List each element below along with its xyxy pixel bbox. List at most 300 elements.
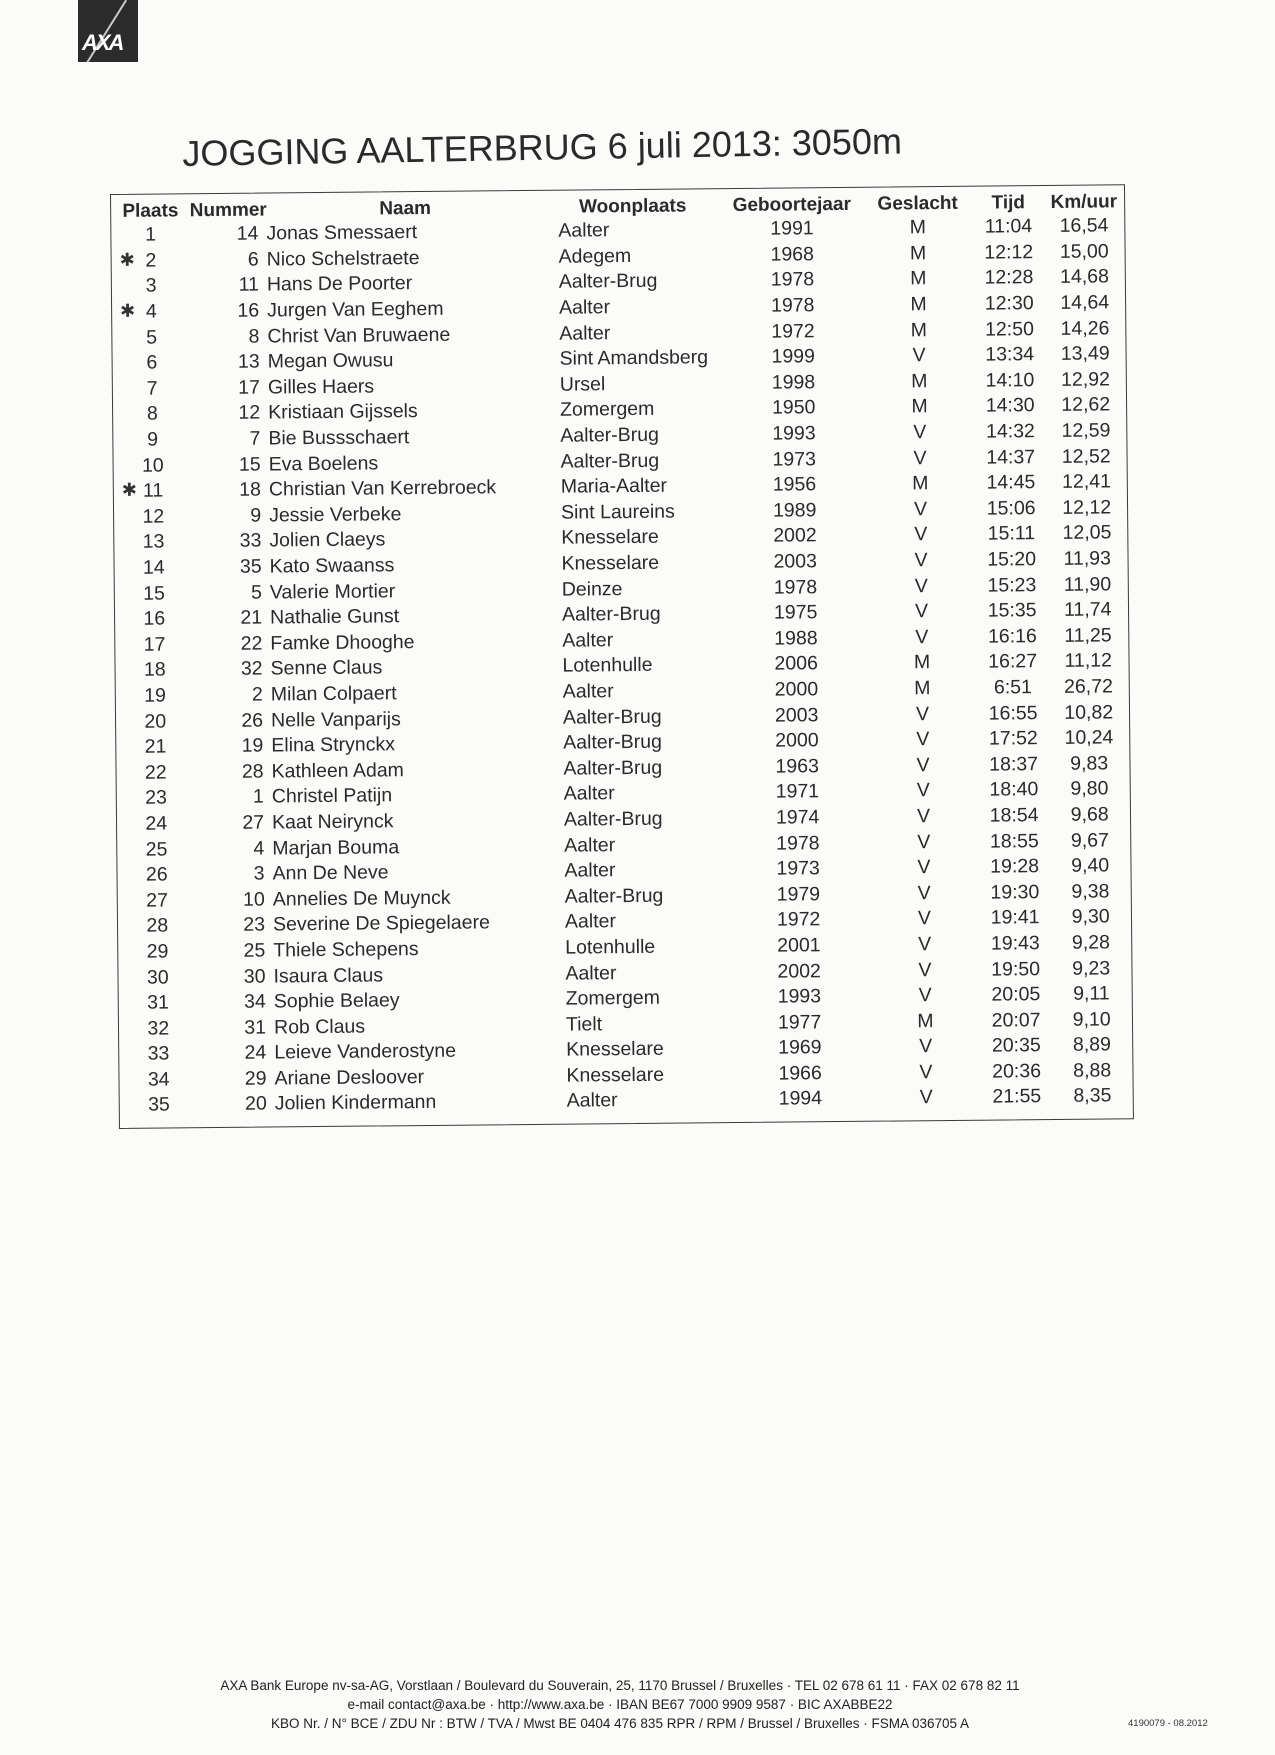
cell-nummer: 16 [237, 299, 260, 322]
cell-nummer: 20 [244, 1093, 267, 1116]
cell-nummer: 21 [240, 606, 263, 629]
cell-tijd: 11:04 [984, 215, 1033, 238]
cell-geboortejaar: 1950 [771, 396, 816, 420]
cell-tijd: 16:16 [987, 624, 1037, 648]
cell-plaats: 28 [146, 914, 169, 938]
cell-plaats: 5 [146, 326, 158, 349]
header-woonplaats: Woonplaats [578, 195, 687, 218]
cell-plaats: 15 [143, 582, 166, 605]
cell-tijd: 16:27 [988, 650, 1038, 673]
document-reference: 4190079 - 08.2012 [1128, 1718, 1208, 1729]
cell-tijd: 14:10 [985, 368, 1035, 392]
cell-woonplaats: Zomergem [565, 986, 661, 1010]
footer-registration-line: KBO Nr. / N° BCE / ZDU Nr : BTW / TVA / Mwst BE 0404 476 835 RPR / RPM / Brussel / Bruxelles · FSMA 036705 A [270, 1716, 970, 1731]
cell-geslacht: V [918, 933, 932, 956]
cell-naam: Ann De Neve [272, 861, 389, 885]
cell-tijd: 14:32 [985, 420, 1035, 443]
page-title: JOGGING AALTERBRUG 6 juli 2013: 3050m [182, 120, 903, 174]
cell-kmuur: 12,62 [1061, 393, 1111, 417]
cell-plaats: 6 [146, 351, 158, 374]
results-body [111, 213, 1133, 1118]
cell-woonplaats: Tielt [565, 1013, 603, 1036]
cell-kmuur: 11,93 [1063, 547, 1112, 570]
cell-geslacht: M [910, 318, 928, 341]
cell-nummer: 23 [243, 913, 266, 937]
cell-woonplaats: Aalter [564, 859, 616, 882]
cell-geboortejaar: 1974 [775, 806, 820, 829]
cell-kmuur: 9,83 [1070, 752, 1109, 775]
cell-kmuur: 11,12 [1064, 649, 1112, 673]
cell-geslacht: V [917, 830, 931, 853]
cell-nummer: 33 [239, 529, 262, 553]
header-tijd: Tijd [991, 192, 1026, 214]
cell-naam: Megan Owusu [267, 349, 394, 373]
cell-geslacht: V [916, 805, 931, 828]
cell-tijd: 17:52 [988, 727, 1038, 750]
cell-geboortejaar: 1991 [770, 217, 814, 240]
cell-geboortejaar: 2000 [774, 678, 819, 701]
cell-woonplaats: Aalter-Brug [560, 449, 660, 473]
cell-plaats: 31 [147, 991, 169, 1014]
cell-naam: Famke Dhooghe [270, 630, 415, 655]
cell-geslacht: M [910, 267, 927, 290]
cell-woonplaats: Aalter [562, 628, 614, 652]
cell-plaats: 27 [146, 889, 168, 912]
cell-geboortejaar: 1977 [777, 1010, 822, 1034]
cell-nummer: 4 [253, 837, 265, 860]
cell-woonplaats: Deinze [561, 577, 623, 601]
cell-tijd: 15:23 [987, 573, 1037, 597]
cell-tijd: 20:36 [992, 1059, 1042, 1083]
cell-kmuur: 12,52 [1061, 445, 1111, 468]
cell-woonplaats: Lotenhulle [562, 654, 653, 678]
cell-woonplaats: Aalter [564, 833, 616, 857]
cell-tijd: 16:55 [988, 701, 1038, 725]
cell-kmuur: 12,59 [1061, 419, 1111, 442]
cell-kmuur: 8,89 [1072, 1033, 1111, 1057]
cell-geslacht: M [910, 293, 927, 316]
cell-geboortejaar: 1988 [774, 627, 818, 650]
cell-nummer: 25 [243, 939, 266, 962]
cell-tijd: 12:12 [984, 241, 1034, 264]
cell-woonplaats: Lotenhulle [565, 935, 656, 959]
cell-kmuur: 13,49 [1060, 342, 1110, 366]
cell-kmuur: 9,23 [1072, 956, 1111, 980]
cell-geboortejaar: 2002 [777, 959, 821, 983]
footer [140, 1676, 1100, 1733]
cell-kmuur: 14,64 [1060, 291, 1110, 314]
cell-geslacht: V [917, 907, 932, 930]
cell-kmuur: 9,10 [1072, 1008, 1111, 1031]
cell-tijd: 19:43 [990, 932, 1040, 955]
cell-geslacht: V [918, 958, 932, 981]
cell-geslacht: V [914, 574, 928, 597]
cell-nummer: 2 [251, 683, 263, 706]
cell-geboortejaar: 2000 [775, 729, 819, 752]
cell-kmuur: 12,12 [1062, 496, 1112, 519]
cell-nummer: 22 [240, 632, 263, 655]
cell-tijd: 13:34 [985, 343, 1035, 366]
cell-tijd: 14:45 [986, 471, 1036, 494]
cell-woonplaats: Aalter [563, 782, 615, 806]
cell-kmuur: 9,38 [1071, 880, 1110, 903]
cell-geboortejaar: 1973 [772, 447, 817, 471]
cell-woonplaats: Aalter-Brug [564, 884, 664, 908]
cell-nummer: 19 [241, 734, 264, 757]
cell-naam: Marjan Bouma [272, 835, 400, 860]
cell-plaats: 17 [143, 633, 166, 656]
cell-kmuur: 9,80 [1070, 777, 1109, 801]
cell-naam: Jonas Smessaert [266, 221, 418, 245]
cell-woonplaats: Zomergem [559, 398, 655, 422]
cell-nummer: 11 [238, 274, 260, 297]
cell-plaats: 23 [145, 786, 168, 810]
cell-geboortejaar: 1966 [778, 1062, 822, 1085]
cell-woonplaats: Aalter [565, 961, 617, 985]
cell-naam: Elina Strynckx [271, 733, 395, 757]
cell-kmuur: 11,25 [1064, 624, 1112, 647]
cell-geboortejaar: 1971 [775, 780, 820, 803]
cell-kmuur: 9,68 [1070, 803, 1109, 826]
cell-naam: Kristiaan Gijssels [268, 400, 418, 424]
cell-plaats [112, 248, 191, 274]
header-geslacht: Geslacht [877, 192, 958, 215]
cell-plaats: 26 [145, 863, 168, 886]
cell-naam: Valerie Mortier [269, 579, 396, 604]
cell-nummer: 35 [239, 555, 262, 578]
plaats-value: 2 [145, 249, 157, 272]
cell-tijd: 12:28 [984, 266, 1034, 290]
cell-geboortejaar: 1972 [776, 908, 821, 931]
cell-plaats: 30 [146, 965, 169, 989]
cell-geslacht: V [919, 1061, 933, 1084]
cell-naam: Christel Patijn [271, 784, 393, 808]
cell-nummer: 27 [242, 811, 265, 834]
cell-woonplaats: Ursel [559, 373, 606, 396]
cell-geboortejaar: 1999 [771, 345, 816, 368]
cell-tijd: 18:54 [989, 804, 1039, 827]
cell-naam: Christ Van Bruwaene [267, 323, 451, 348]
cell-nummer: 18 [239, 478, 261, 502]
cell-kmuur: 14,68 [1060, 265, 1110, 289]
cell-woonplaats: Knesselare [561, 551, 660, 575]
cell-tijd: 6:51 [993, 676, 1032, 699]
cell-plaats: 12 [142, 505, 165, 528]
results-table [111, 185, 1133, 1118]
cell-tijd: 12:30 [984, 292, 1034, 315]
cell-naam: Kato Swaanss [269, 554, 395, 578]
cell-kmuur: 11,90 [1063, 573, 1112, 596]
cell-tijd: 12:50 [984, 317, 1034, 341]
cell-geboortejaar: 1979 [776, 882, 821, 906]
cell-plaats: 32 [147, 1017, 170, 1040]
cell-nummer: 12 [238, 402, 261, 425]
cell-woonplaats: Knesselare [561, 526, 659, 550]
plaats-value: 11 [142, 479, 164, 502]
cell-woonplaats: Aalter-Brug [563, 807, 663, 831]
cell-woonplaats: Aalter [558, 219, 610, 242]
cell-kmuur: 10,82 [1064, 700, 1114, 724]
plaats-value: 4 [145, 300, 157, 323]
header-plaats: Plaats [122, 200, 179, 222]
cell-kmuur: 12,05 [1062, 521, 1112, 545]
cell-geslacht: V [916, 728, 930, 751]
cell-geslacht: V [913, 421, 927, 444]
cell-woonplaats: Aalter-Brug [560, 423, 660, 447]
cell-geboortejaar: 1978 [770, 268, 815, 292]
logo-text: AXA [82, 30, 123, 55]
cell-geslacht: M [909, 216, 927, 239]
cell-nummer: 5 [250, 581, 262, 604]
cell-nummer: 26 [241, 709, 264, 732]
cell-geboortejaar: 2002 [773, 524, 817, 548]
cell-woonplaats: Aalter-Brug [558, 270, 658, 294]
cell-nummer: 13 [237, 350, 260, 374]
cell-naam: Rob Claus [273, 1015, 366, 1039]
header-geboortejaar: Geboortejaar [732, 193, 852, 217]
axa-logo [78, 0, 138, 62]
cell-nummer: 17 [238, 376, 261, 399]
cell-kmuur: 9,30 [1071, 905, 1110, 929]
cell-naam: Isaura Claus [273, 963, 384, 987]
cell-geslacht: V [913, 497, 928, 521]
cell-nummer: 1 [252, 785, 264, 809]
cell-kmuur: 9,40 [1071, 854, 1110, 877]
cell-geslacht: V [915, 625, 929, 649]
footer-contact-line: e-mail contact@axa.be · http://www.axa.be · IBAN BE67 7000 9909 9587 · BIC AXABBE22 [347, 1697, 893, 1712]
cell-plaats: 13 [142, 530, 165, 554]
cell-geslacht: V [915, 702, 930, 725]
cell-nummer: 8 [248, 325, 260, 348]
cell-naam: Jurgen Van Eeghem [267, 297, 444, 322]
cell-geboortejaar: 1972 [771, 319, 815, 343]
cell-geslacht: M [912, 472, 929, 495]
cell-geslacht: V [916, 753, 930, 777]
footer-company-line: AXA Bank Europe nv-sa-AG, Vorstlaan / Boulevard du Souverain, 25, 1170 Brussel / Bruxelles · TEL 02 678 61 11 · FAX 02 678 82 11 [220, 1678, 1020, 1693]
cell-kmuur: 9,28 [1071, 931, 1110, 954]
cell-nummer: 24 [244, 1041, 267, 1065]
cell-kmuur: 8,35 [1073, 1084, 1112, 1108]
cell-woonplaats: Adegem [558, 244, 632, 268]
cell-woonplaats: Sint Laureins [560, 500, 675, 524]
cell-nummer: 29 [244, 1067, 267, 1090]
cell-plaats: 10 [141, 454, 164, 477]
cell-kmuur: 15,00 [1059, 240, 1109, 263]
cell-nummer: 32 [240, 657, 263, 681]
cell-tijd: 20:07 [991, 1008, 1041, 1032]
cell-plaats: 18 [143, 658, 166, 682]
cell-geslacht: M [911, 395, 928, 418]
cell-nummer: 9 [250, 504, 262, 527]
cell-geslacht: V [916, 779, 930, 802]
cell-naam: Hans De Poorter [266, 272, 413, 296]
cell-kmuur: 11,74 [1063, 598, 1112, 622]
cell-tijd: 15:35 [987, 599, 1037, 622]
cell-plaats: 9 [147, 428, 159, 451]
cell-woonplaats: Aalter-Brug [563, 756, 663, 780]
cell-kmuur: 9,11 [1073, 982, 1110, 1005]
cell-geslacht: V [912, 344, 926, 367]
cell-naam: Thiele Schepens [273, 937, 419, 962]
cell-nummer: 15 [238, 453, 261, 476]
cell-geboortejaar: 1978 [770, 294, 815, 317]
cell-plaats: 22 [144, 761, 167, 784]
cell-naam: Nico Schelstraete [266, 246, 420, 271]
cell-tijd: 18:40 [989, 778, 1039, 801]
cell-geslacht: V [918, 984, 932, 1007]
cell-geboortejaar: 1993 [777, 985, 822, 1008]
cell-geboortejaar: 1978 [773, 575, 818, 599]
cell-geboortejaar: 2003 [773, 550, 818, 573]
cell-nummer: 34 [243, 990, 266, 1013]
cell-geboortejaar: 1968 [770, 243, 815, 266]
cell-naam: Leieve Vanderostyne [274, 1040, 457, 1064]
header-nummer: Nummer [189, 199, 267, 222]
cell-plaats: 24 [145, 812, 168, 835]
cell-nummer: 14 [236, 222, 259, 246]
cell-tijd: 20:35 [991, 1034, 1041, 1057]
cell-geboortejaar: 1963 [775, 754, 819, 778]
cell-woonplaats: Aalter-Brug [563, 730, 662, 754]
results-table-frame [110, 184, 1134, 1129]
cell-tijd: 19:30 [990, 880, 1040, 904]
handwritten-mark-icon: ✱ [120, 300, 136, 321]
cell-geslacht: V [913, 446, 927, 469]
cell-kmuur: 26,72 [1063, 675, 1113, 698]
cell-kmuur: 12,41 [1061, 470, 1112, 494]
cell-kmuur: 14,26 [1060, 317, 1110, 340]
cell-geboortejaar: 1975 [773, 601, 818, 624]
cell-geboortejaar: 1998 [771, 371, 816, 394]
cell-plaats: 20 [144, 710, 167, 733]
cell-geboortejaar: 1994 [778, 1087, 823, 1111]
cell-woonplaats: Aalter [558, 296, 611, 319]
cell-naam: Annelies De Muynck [272, 886, 451, 911]
cell-tijd: 21:55 [992, 1085, 1042, 1109]
cell-plaats: 25 [145, 838, 168, 861]
cell-geboortejaar: 1989 [772, 499, 817, 522]
cell-geboortejaar: 2003 [774, 703, 819, 727]
cell-tijd: 14:30 [985, 394, 1035, 418]
cell-tijd: 19:28 [990, 855, 1040, 878]
cell-plaats: 14 [142, 556, 165, 579]
cell-kmuur: 12,92 [1061, 368, 1111, 391]
cell-geboortejaar: 1969 [778, 1036, 822, 1059]
cell-plaats: 35 [148, 1093, 170, 1117]
cell-woonplaats: Aalter-Brug [561, 602, 661, 626]
handwritten-mark-icon: ✱ [119, 249, 135, 270]
cell-naam: Jessie Verbeke [269, 503, 402, 527]
cell-naam: Sophie Belaey [273, 989, 400, 1013]
cell-woonplaats: Knesselare [566, 1063, 665, 1087]
cell-geboortejaar: 2006 [774, 652, 818, 676]
cell-geslacht: M [909, 242, 927, 265]
cell-naam: Christian Van Kerrebroeck [268, 476, 497, 501]
cell-geslacht: M [913, 651, 931, 674]
cell-geslacht: V [917, 881, 931, 905]
cell-naam: Nelle Vanparijs [270, 707, 401, 732]
cell-tijd: 15:06 [986, 496, 1036, 520]
handwritten-mark-icon: ✱ [121, 479, 138, 501]
cell-kmuur: 8,88 [1073, 1059, 1112, 1082]
cell-tijd: 15:11 [987, 522, 1036, 546]
cell-nummer: 28 [241, 760, 264, 783]
cell-plaats: 16 [143, 607, 166, 630]
cell-plaats: 21 [144, 735, 167, 758]
cell-nummer: 6 [247, 248, 259, 271]
cell-naam: Jolien Claeys [269, 528, 386, 552]
header-naam: Naam [379, 197, 432, 220]
cell-geboortejaar: 1973 [776, 857, 820, 880]
cell-naam: Ariane Desloover [274, 1065, 425, 1090]
cell-plaats: 19 [144, 684, 167, 707]
cell-naam: Gilles Haers [267, 375, 375, 399]
cell-tijd: 19:50 [991, 957, 1041, 981]
cell-nummer: 10 [243, 888, 265, 911]
cell-nummer: 31 [244, 1016, 267, 1039]
cell-naam: Kaat Neirynck [271, 810, 394, 834]
cell-woonplaats: Knesselare [566, 1038, 664, 1061]
cell-plaats: 7 [146, 377, 158, 400]
cell-geboortejaar: 2001 [777, 934, 821, 957]
cell-geslacht: V [917, 856, 931, 879]
cell-woonplaats: Aalter [564, 910, 617, 933]
cell-geslacht: V [914, 600, 929, 623]
cell-woonplaats: Aalter [566, 1089, 618, 1113]
cell-naam: Bie Bussschaert [268, 426, 410, 450]
cell-nummer: 30 [243, 965, 266, 988]
cell-geslacht: M [911, 370, 928, 393]
cell-geboortejaar: 1978 [776, 831, 820, 855]
cell-plaats: 33 [147, 1042, 170, 1065]
cell-woonplaats: Aalter-Brug [562, 705, 662, 729]
cell-nummer: 3 [253, 862, 265, 885]
cell-plaats: 8 [146, 403, 158, 426]
cell-woonplaats: Aalter [559, 321, 611, 345]
cell-naam: Severine De Spiegelaere [272, 911, 490, 936]
cell-kmuur: 9,67 [1070, 828, 1110, 852]
cell-naam: Kathleen Adam [271, 758, 404, 783]
cell-plaats: 1 [145, 223, 157, 246]
cell-tijd: 14:37 [986, 445, 1036, 469]
cell-plaats: 34 [147, 1068, 170, 1091]
cell-woonplaats: Aalter [562, 680, 614, 703]
cell-tijd: 18:37 [989, 752, 1039, 776]
cell-naam: Senne Claus [270, 656, 383, 680]
cell-geslacht: V [919, 1086, 933, 1109]
cell-woonplaats: Maria-Aalter [560, 474, 668, 498]
cell-nummer: 7 [249, 427, 261, 450]
cell-kmuur: 16,54 [1059, 214, 1109, 238]
cell-naam: Milan Colpaert [270, 682, 397, 706]
cell-geslacht: V [914, 549, 928, 572]
cell-geboortejaar: 1993 [772, 422, 816, 445]
cell-tijd: 18:55 [989, 829, 1039, 853]
cell-plaats: 3 [145, 275, 157, 298]
cell-naam: Nathalie Gunst [270, 605, 400, 629]
cell-plaats [114, 478, 193, 504]
cell-naam: Eva Boelens [268, 452, 379, 476]
cell-geslacht: M [917, 1009, 934, 1032]
cell-geslacht: V [919, 1035, 933, 1058]
cell-tijd: 20:05 [991, 983, 1041, 1006]
cell-tijd: 19:41 [990, 906, 1040, 929]
cell-woonplaats: Sint Amandsberg [559, 346, 709, 370]
cell-kmuur: 10,24 [1064, 726, 1114, 750]
cell-geslacht: V [914, 523, 928, 546]
cell-naam: Jolien Kindermann [274, 1091, 437, 1115]
cell-geslacht: M [914, 677, 931, 700]
